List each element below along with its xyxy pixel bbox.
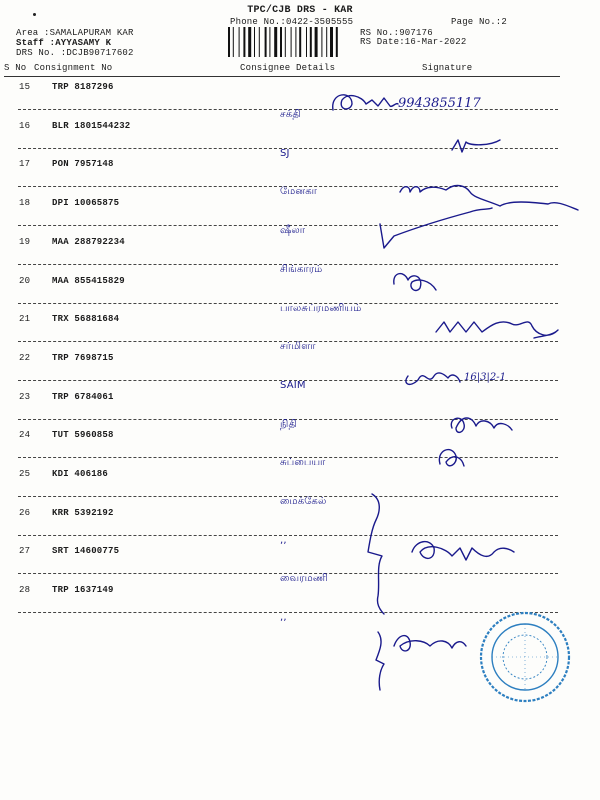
column-headers [4, 63, 564, 75]
barcode-bar [295, 27, 296, 57]
barcode-bar [228, 27, 230, 57]
row-consignment-number: BLR 1801544232 [52, 120, 131, 131]
row-consignee-name: சுப்பையா [280, 457, 326, 469]
row-consignee-name: ஷீலா [280, 225, 306, 237]
row-consignment-number: PON 7957148 [52, 159, 114, 170]
barcode-bar [306, 27, 307, 57]
row-consignee-name: சர்மிளா [280, 341, 316, 353]
signature-row20 [436, 322, 558, 338]
row-consignee-name: சிங்காரம் [280, 263, 323, 275]
row-serial-number: 25 [19, 469, 31, 479]
barcode-bar [315, 27, 318, 57]
row-consignee-name: பாலசுப்ரமணியம் [280, 302, 362, 314]
signature-row21 [406, 373, 460, 384]
bracket-rows-27-28 [376, 632, 384, 690]
row-consignee-name: SJ [280, 147, 290, 159]
rs-number-field: RS No.:907176 [360, 28, 433, 38]
row-consignee-name: ,, [280, 534, 287, 546]
barcode-bar [243, 27, 245, 57]
barcode-bar [330, 27, 333, 57]
row-consignment-number: TRP 6784061 [52, 391, 114, 402]
row-serial-number: 15 [19, 82, 31, 92]
barcode-bar [285, 27, 286, 57]
signature-rows-24-26 [412, 542, 514, 560]
row-consignment-number: TUT 5960858 [52, 430, 114, 441]
row-serial-number: 18 [19, 198, 31, 209]
column-header-consignee: Consignee Details [240, 63, 336, 73]
signature-row18 [380, 208, 492, 248]
bracket-rows-24-26 [368, 494, 384, 614]
barcode-bar [248, 27, 251, 57]
column-header-sno: S No [4, 63, 27, 73]
row-serial-number: 19 [19, 236, 31, 247]
row-consignee-name: SAIM [280, 379, 306, 391]
row-serial-number: 24 [19, 430, 31, 441]
barcode-graphic [228, 27, 352, 57]
row-serial-number: 26 [19, 507, 31, 518]
page-number: Page No.:2 [451, 17, 508, 27]
row-serial-number: 20 [19, 275, 31, 286]
barcode-bar [291, 27, 292, 57]
barcode-bar [299, 27, 301, 57]
row-consignee-name: நிதி [280, 418, 297, 430]
row-serial-number: 23 [19, 391, 31, 402]
row-consignment-number: TRP 1637149 [52, 585, 114, 596]
signature-rows-27-28 [394, 636, 466, 651]
signature-phone-note: 9943855117 [398, 96, 481, 111]
barcode-bar [269, 27, 270, 57]
signature-row16 [452, 140, 500, 152]
barcode-bar [239, 27, 240, 57]
phone-number: Phone No.:0422-3505555 [230, 17, 354, 27]
staff-field: Staff :AYYASAMY K [16, 38, 112, 48]
area-field: Area :SAMALAPURAM KAR [16, 28, 134, 38]
row-serial-number: 21 [19, 314, 31, 325]
barcode-bar [274, 27, 277, 57]
header-divider [4, 76, 560, 77]
row-consignee-name: வைரமணி [280, 573, 328, 585]
row-consignment-number: SRT 14600775 [52, 546, 120, 557]
signature-row22 [451, 418, 512, 432]
barcode-bar [326, 27, 327, 57]
row-consignment-number: TRP 7698715 [52, 352, 114, 363]
row-separator [18, 535, 558, 536]
row-serial-number: 27 [19, 546, 31, 557]
row-serial-number: 16 [19, 120, 31, 131]
barcode-bar [310, 27, 312, 57]
row-serial-number: 28 [19, 585, 31, 596]
row-consignment-number: MAA 855415829 [52, 275, 125, 286]
rs-date-field: RS Date:16-Mar-2022 [360, 37, 467, 47]
signature-date-note: 16|3|2-1 [464, 372, 506, 383]
barcode-bar [336, 27, 338, 57]
row-consignment-number: DPI 10065875 [52, 198, 120, 209]
row-separator [18, 612, 558, 613]
barcode-bar [280, 27, 282, 57]
column-header-consignment: Consignment No [34, 63, 113, 73]
column-header-signature: Signature [422, 63, 473, 73]
row-consignee-name: மைக்கேல் [280, 496, 327, 507]
barcode-bar [254, 27, 255, 57]
barcode-bar [321, 27, 322, 57]
signature-row17 [400, 186, 578, 210]
barcode-bar [265, 27, 267, 57]
row-serial-number: 22 [19, 352, 31, 363]
drs-number-field: DRS No. :DCJB90717602 [16, 48, 134, 58]
office-stamp [478, 610, 572, 704]
row-consignment-number: TRP 8187296 [52, 82, 114, 92]
row-consignment-number: TRX 56881684 [52, 314, 120, 325]
row-consignee-name: ,, [280, 612, 287, 624]
row-serial-number: 17 [19, 159, 31, 170]
barcode-bar [233, 27, 234, 57]
document-title: TPC/CJB DRS - KAR [247, 5, 353, 16]
row-consignment-number: KDI 406186 [52, 469, 109, 479]
row-consignee-name: மேனகா [280, 186, 318, 198]
row-consignment-number: MAA 288792234 [52, 236, 125, 247]
row-consignment-number: KRR 5392192 [52, 507, 114, 518]
barcode-bar [259, 27, 260, 57]
signature-row15 [333, 95, 398, 110]
row-consignee-name: சக்தி [280, 109, 301, 120]
signature-row19 [394, 274, 436, 291]
